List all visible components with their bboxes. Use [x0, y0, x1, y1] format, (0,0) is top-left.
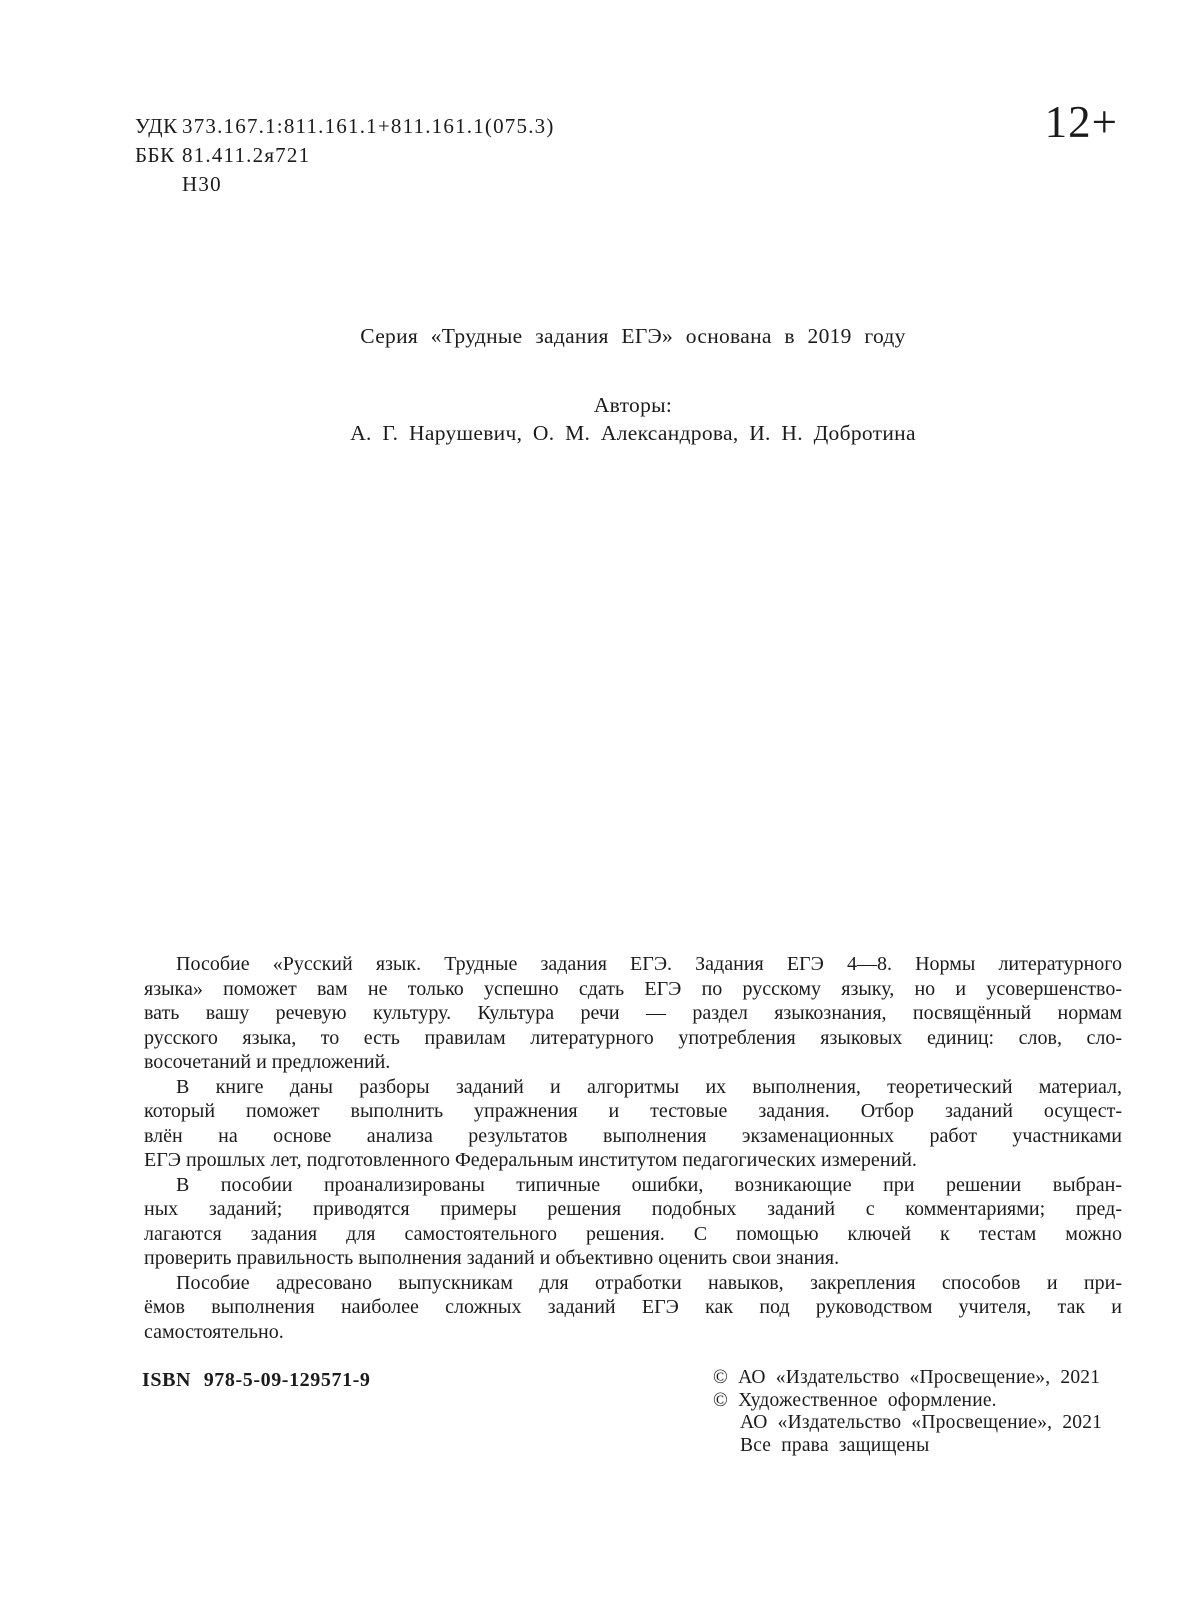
copyright-line: © АО «Издательство «Просвещение», 2021	[713, 1367, 1101, 1388]
isbn: ISBN 978-5-09-129571-9	[142, 1369, 371, 1391]
bbk-value: 81.411.2я721	[182, 143, 311, 167]
annotation-line: ёмов выполнения наиболее сложных заданий ЕГЭ как под руководством учителя, так и	[144, 1296, 1122, 1318]
authors-names: А. Г. Нарушевич, О. М. Александрова, И. Н. Добротина	[350, 420, 916, 445]
series-note: Серия «Трудные задания ЕГЭ» основана в 2019 году	[360, 324, 906, 348]
author-sign-spacer	[135, 170, 182, 199]
bbk-label: ББК	[135, 143, 175, 167]
bbk-row	[135, 141, 555, 170]
annotation-line: восочетаний и предложений.	[144, 1051, 391, 1073]
annotation-line: Пособие «Русский язык. Трудные задания ЕГЭ. Задания ЕГЭ 4—8. Нормы литературного	[176, 953, 1122, 975]
author-sign-row	[135, 170, 555, 199]
annotation-line: русского языка, то есть правилам литературного употребления языковых единиц: слов, сло-	[144, 1026, 1122, 1049]
age-rating-badge: 12+	[1044, 97, 1118, 147]
annotation-line: В книге даны разборы заданий и алгоритмы их выполнения, теоретический материал,	[176, 1075, 1122, 1098]
annotation-line: В пособии проанализированы типичные ошибки, возникающие при решении выбран-	[176, 1173, 1122, 1196]
udc-value: 373.167.1:811.161.1+811.161.1(075.3)	[182, 114, 555, 138]
udc-label: УДК	[135, 114, 178, 138]
udc-row	[135, 112, 555, 141]
annotation-line: проверить правильность выполнения заданий и объективно оценить свои знания.	[144, 1247, 840, 1269]
annotation-line: который поможет выполнить упражнения и тестовые задания. Отбор заданий осущест-	[144, 1100, 1122, 1122]
udc-bbk-block	[135, 112, 555, 199]
annotation-line: вать вашу речевую культуру. Культура речи — раздел языкознания, посвящённый нормам	[144, 1002, 1122, 1024]
copyright-line: АО «Издательство «Просвещение», 2021	[740, 1412, 1103, 1434]
annotation-line: языка» поможет вам не только успешно сдать ЕГЭ по русскому языку, но и усовершенство-	[144, 977, 1122, 1000]
authors-block	[144, 392, 1122, 447]
annotation-line: лагаются задания для самостоятельного решения. С помощью ключей к тестам можно	[144, 1222, 1122, 1245]
annotation-line: влён на основе анализа результатов выполнения экзаменационных работ участниками	[144, 1124, 1122, 1147]
annotation-text	[144, 952, 1122, 1344]
copyright-line: © Художественное оформление.	[713, 1389, 997, 1411]
annotation-line: самостоятельно.	[144, 1320, 284, 1343]
authors-heading: Авторы:	[593, 393, 673, 417]
author-sign: Н30	[182, 172, 222, 196]
copyright-line: Все права защищены	[740, 1434, 930, 1456]
annotation-line: ЕГЭ прошлых лет, подготовленного Федеральным институтом педагогических измерений.	[144, 1149, 917, 1171]
annotation-line: ных заданий; приводятся примеры решения подобных заданий с комментариями; пред-	[144, 1198, 1122, 1220]
copyright-block	[713, 1367, 1102, 1457]
annotation-line: Пособие адресовано выпускникам для отработки навыков, закрепления способов и при-	[176, 1271, 1122, 1294]
